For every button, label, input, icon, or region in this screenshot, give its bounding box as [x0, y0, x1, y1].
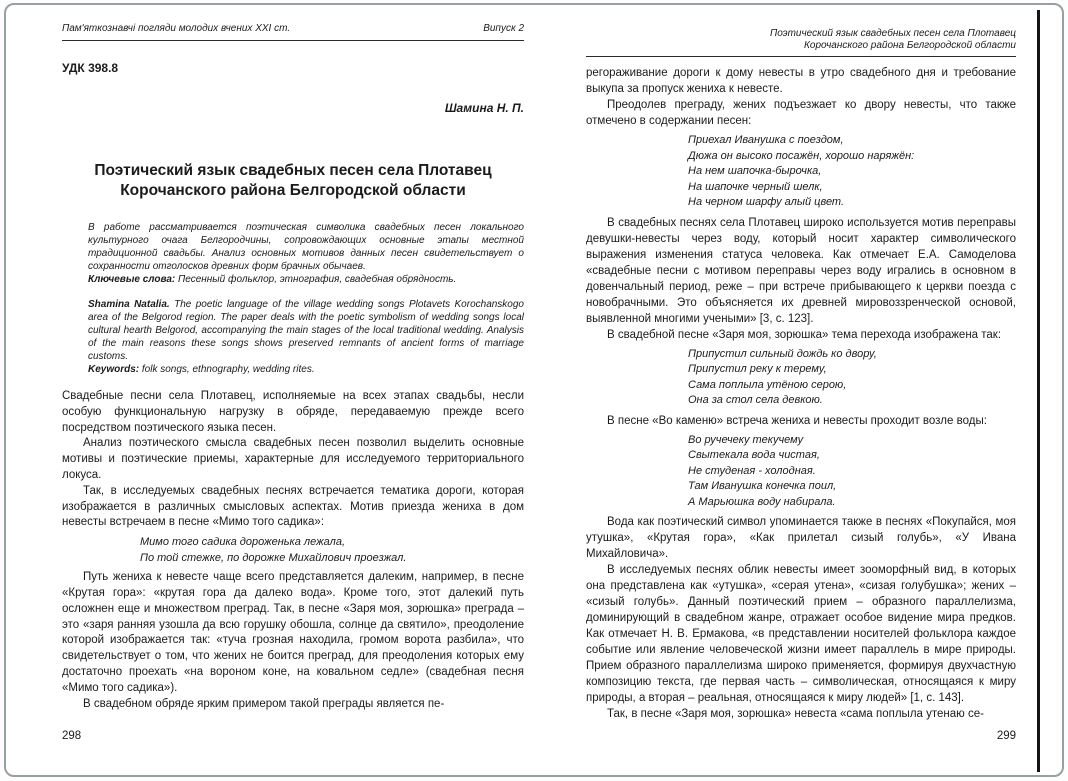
verse-line: Припустил реку к терему,: [688, 363, 827, 375]
verse-line: Припустил сильный дождь ко двору,: [688, 347, 877, 360]
abstract-english-text: The poetic language of the village wedding songs Plotavets Korochanskogo area of the Belgorod region. The paper deals with the poetic symbolism of wedding songs local cultural hearth Belgorod, accompanying the main stages of the local traditional wedding. Analysis of the main reasons these songs shows preserved remnants of ancient forms of marriage customs.: [88, 299, 524, 362]
body-paragraph: В исследуемых песнях облик невесты имеет зооморфный вид, в которых она представлена как «утушка», «серая утена», «сизая голубушка»; жених – «сизый голубь». Данный поэтический прием – образного параллелизма, доминирующий в свадебном жанре, отражает особое видение мира предков. Как отмечает Н. В. Ермакова, «в представлении носителей фольклора каждое событие или явление человеческой жизни имеет параллель в мире природы. Прием образного параллелизма широко применяется, формируя двухчастную композицию текста, где первая часть – символическая, относящаяся к миру природы, а вторая – реальная, относящаяся к миру людей» [1, с. 143].: [586, 564, 1016, 704]
verse-line: Мимо того садика дороженька лежала,: [140, 536, 346, 549]
verse-block: [688, 133, 1016, 211]
right-page-body: [586, 65, 1016, 722]
body-paragraph: Свадебные песни села Плотавец, исполняемые на всех этапах свадьбы, несли особую функциональную нагрузку в обряде, передаваемую прежде всего посредством поэтического языка песен.: [62, 390, 524, 434]
keywords-english: [88, 363, 524, 376]
verse-block: [688, 433, 1016, 511]
running-header-title-line1: Поэтический язык свадебных песен села Плотавец: [769, 28, 1016, 39]
article-title-line2: Корочанского района Белгородской области: [120, 182, 466, 199]
verse-line: Там Иванушка конечка поил,: [688, 480, 837, 492]
book-edge-line: [1037, 10, 1040, 772]
verse-line: Не студеная - холодная.: [688, 464, 816, 477]
verse-line: Во ручечеку текучему: [688, 433, 804, 446]
keywords-english-label: Keywords:: [88, 364, 140, 375]
abstract-english-lead: Shamina Natalia.: [88, 299, 170, 310]
body-paragraph: Анализ поэтического смысла свадебных песен позволил выделить основные мотивы и поэтические приемы, характерные для исследуемого территориального локуса.: [62, 437, 524, 481]
verse-line: Сама поплыла утёною серою,: [688, 378, 847, 391]
running-header-journal: Пам'яткознавчі погляди молодих вчених XXI ст.: [62, 23, 291, 34]
verse-line: Свытекала вода чистая,: [688, 449, 820, 461]
verse-line: На нем шапочка-бырочка,: [688, 165, 822, 177]
body-paragraph: В песне «Во каменю» встреча жениха и невесты проходит возле воды:: [607, 414, 987, 427]
body-paragraph: В свадебной песне «Заря моя, зорюшка» тема перехода изображена так:: [607, 328, 1002, 341]
verse-line: А Марьюшка воду набирала.: [688, 495, 836, 508]
body-paragraph: Вода как поэтический символ упоминается также в песнях «Покупайся, моя утушка», «Крутая гора», «Как прилетал сизый голубь», «У Ивана Михайловича».: [586, 516, 1016, 560]
left-page: [62, 22, 524, 712]
abstract-block: [88, 221, 524, 376]
body-paragraph: В свадебных песнях села Плотавец широко используется мотив переправы девушки-невесты через воду, который носит характер символического выражения изменения статуса человека. Как отмечает Е.А. Самоделова «свадебные песни с мотивом переправы через воду игрались в основном в довенчальный период, реже – при встрече прибывающего к церкви поезда с новобрачными. Это объясняется их древней мировоззренческой основой, выявленной многими учеными» [3, с. 123].: [586, 216, 1016, 325]
body-paragraph: Так, в песне «Заря моя, зорюшка» невеста «сама поплыла утенаю се-: [607, 708, 984, 720]
abstract-russian: В работе рассматривается поэтическая символика свадебных песен локального культурного очага Белгородчины, сопровождающих основные этапы местной традиционной свадьбы. Анализ основных мотивов данных песен свидетельствует о сохранности отголосков древних форм брачных обычаев.: [88, 222, 524, 272]
verse-line: Дюжа он высоко посажён, хорошо наряжён:: [688, 149, 915, 162]
page-number-left: 298: [62, 730, 82, 742]
left-page-body: [62, 389, 524, 712]
body-paragraph: регораживание дороги к дому невесты в утро свадебного дня и требование выкупа за пропуск жениха к невесте.: [586, 67, 1016, 95]
article-title: [62, 161, 524, 201]
verse-line: На шапочке черный шелк,: [688, 180, 823, 193]
verse-block: [140, 535, 524, 566]
body-paragraph: Так, в исследуемых свадебных песнях встречается тематика дороги, которая изображается в различных смысловых аспектах. Мотив приезда жениха в дом невесты встречаем в песне «Мимо того садика»:: [62, 484, 524, 529]
abstract-english: [88, 298, 524, 363]
verse-line: Приехал Иванушка с поездом,: [688, 134, 844, 146]
keywords-english-text: folk songs, ethnography, wedding rites.: [139, 364, 315, 375]
body-paragraph: В свадебном обряде ярким примером такой преграды является пе-: [83, 697, 445, 710]
author-name: Шамина Н. П.: [444, 101, 524, 115]
running-header-right-page: [586, 28, 1016, 57]
keywords-russian: [88, 273, 524, 286]
right-page: [586, 28, 1016, 722]
verse-block: [688, 347, 1016, 409]
page-number-right: 299: [996, 730, 1016, 742]
running-header-issue: Випуск 2: [483, 23, 524, 34]
verse-line: Она за стол села девкою.: [688, 394, 823, 406]
running-header-title-line2: Корочанского района Белгородской области: [804, 40, 1016, 51]
keywords-russian-text: Песенный фольклор, этнография, свадебная обрядность.: [175, 274, 457, 285]
udc-code: УДК 398.8: [62, 61, 119, 75]
running-header-left-page: [62, 22, 524, 41]
body-paragraph: Преодолев преграду, жених подъезжает ко двору невесты, что также отмечено в содержании песен:: [586, 99, 1016, 127]
article-title-line1: Поэтический язык свадебных песен села Плотавец: [94, 162, 492, 179]
verse-line: По той стежке, по дорожке Михайлович проезжал.: [140, 551, 407, 564]
keywords-russian-label: Ключевые слова:: [88, 274, 176, 285]
body-paragraph: Путь жениха к невесте чаще всего представляется далеким, например, в песне «Крутая гора»: «крутая гора да далеко вода». Кроме того, этот далекий путь осложнен еще и множеством преград. Так, в песне «Заря моя, зорюшка» преграда – это «заря ранняя узошла да всю горушку обошла, солнце да святило», преодоление которой изображается так: «туча грозная находила, громом ворота разбила», что свидетельствует о том, что жених не боится преград, для преодоления которых ему достаточно проехать «на вороном коне, на ковальном седле» (свадебная песня «Мимо того садика»).: [62, 571, 524, 694]
verse-line: На черном шарфу алый цвет.: [688, 196, 845, 208]
